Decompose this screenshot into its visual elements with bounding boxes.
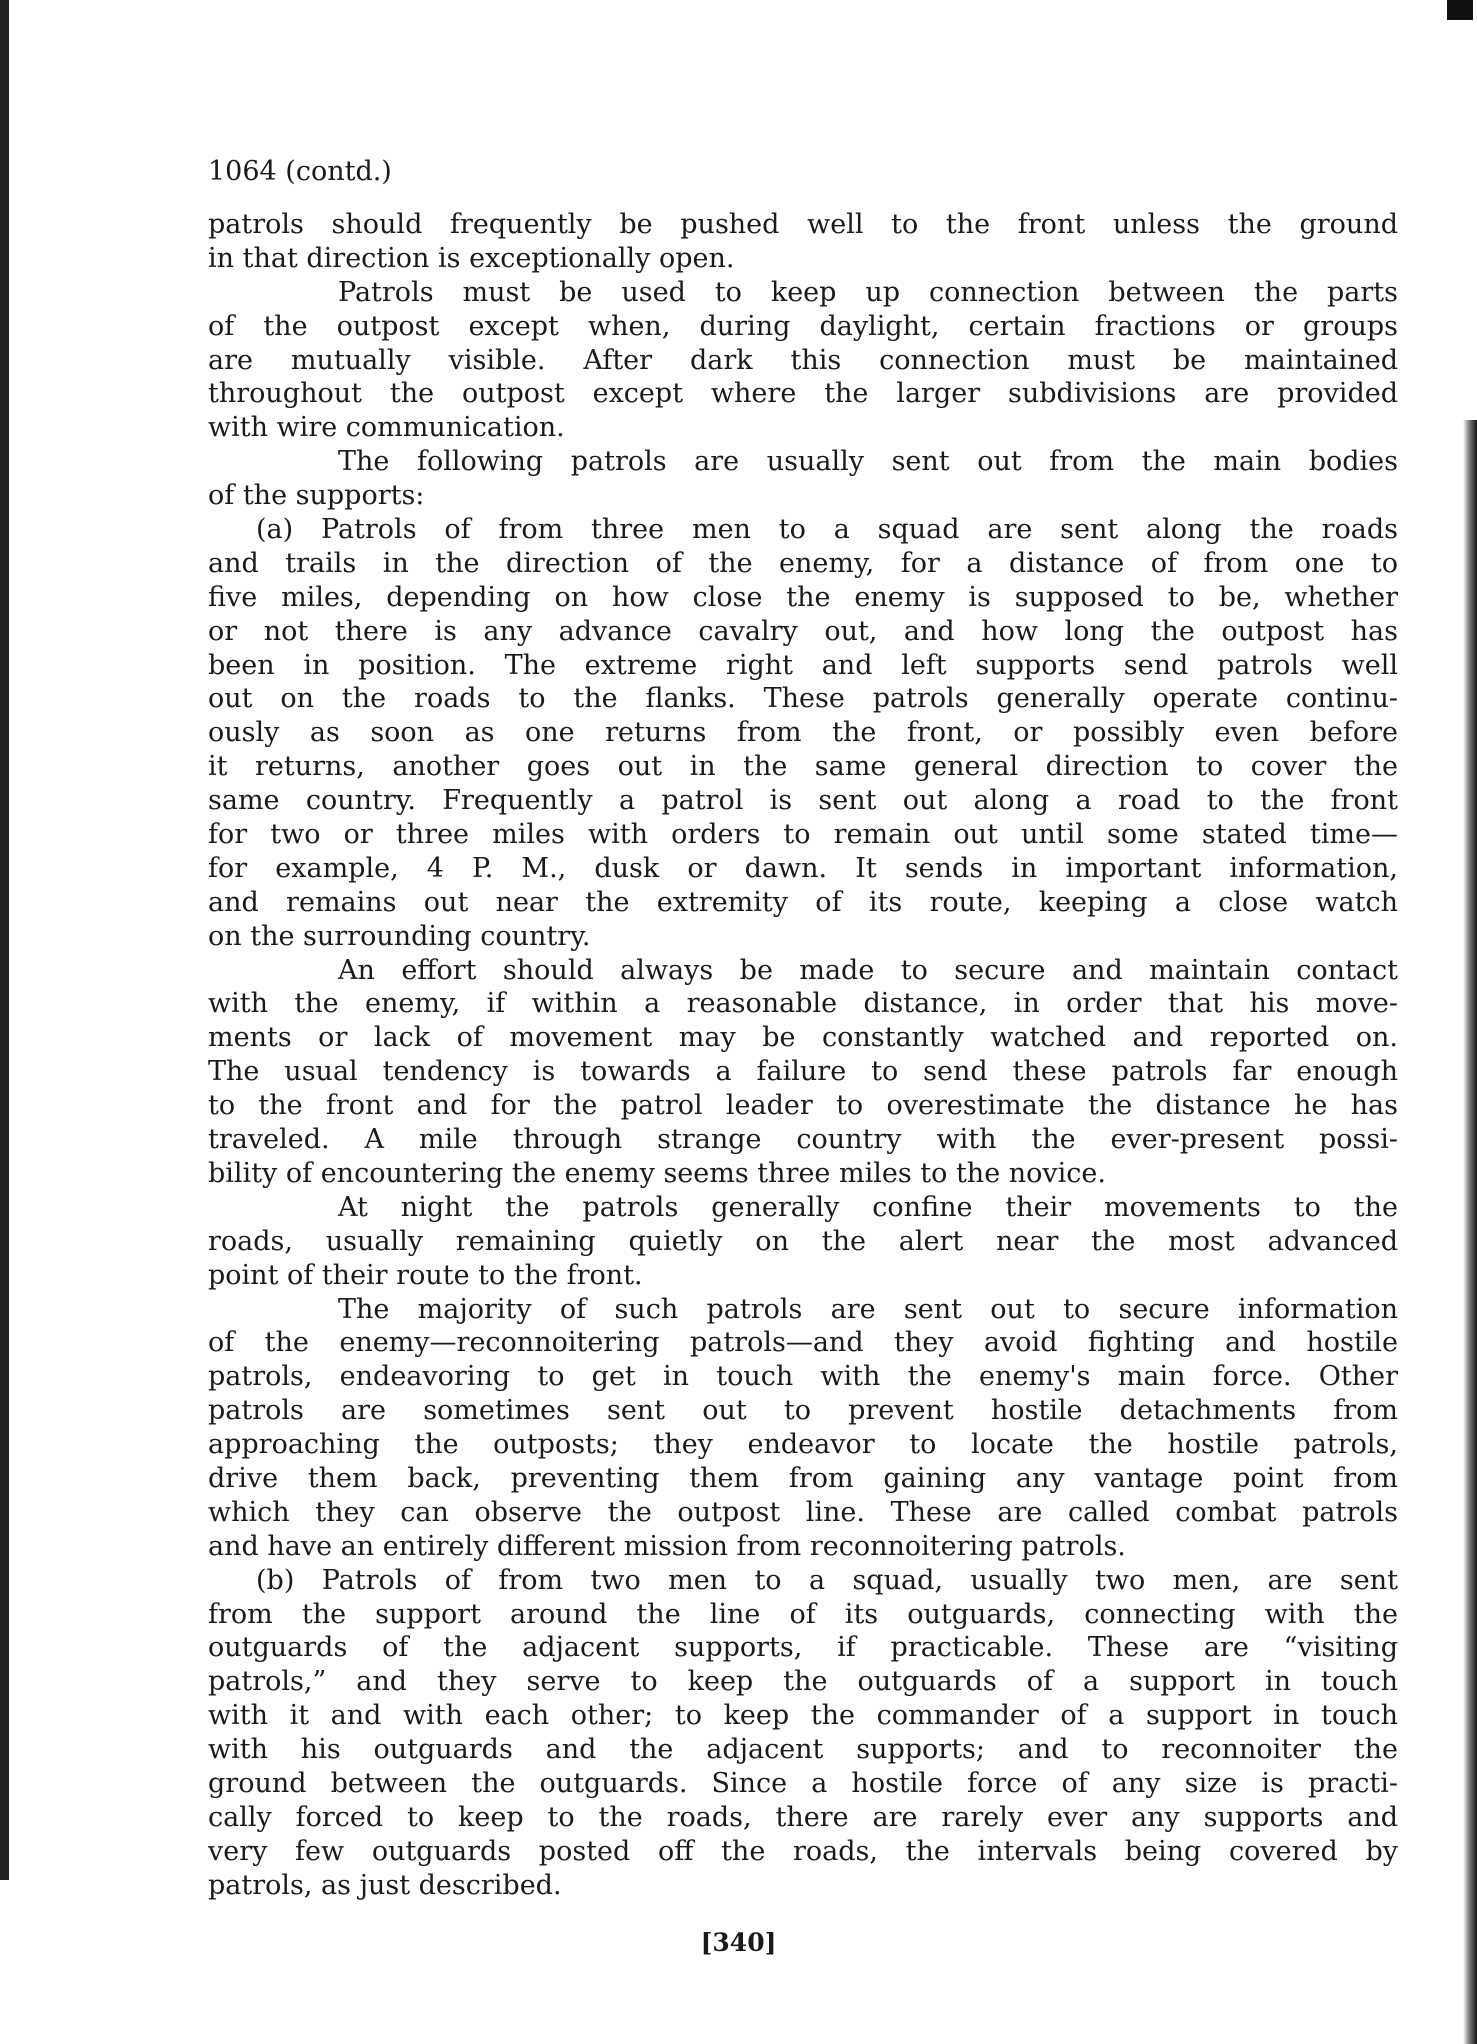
text-line: ground between the outguards. Since a hostile force of any size is practi- (208, 1767, 1398, 1799)
text-line: throughout the outpost except where the larger subdivisions are provided (208, 378, 1398, 410)
text-line: for example, 4 P. M., dusk or dawn. It sends in important information, (208, 852, 1398, 884)
text-line: The following patrols are usually sent out from the main bodies (338, 446, 1398, 478)
text-line: patrols, as just described. (208, 1869, 562, 1901)
text-line: from the support around the line of its outguards, connecting with the (208, 1598, 1398, 1630)
text-line: At night the patrols generally confine their movements to the (338, 1191, 1398, 1223)
text-line: (a) Patrols of from three men to a squad are sent along the roads (256, 514, 1398, 546)
text-line: of the outpost except when, during daylight, certain fractions or groups (208, 310, 1398, 342)
text-line: with wire communication. (208, 412, 565, 444)
text-line: on the surrounding country. (208, 920, 591, 952)
text-line: or not there is any advance cavalry out, and how long the outpost has (208, 615, 1398, 647)
text-line: patrols should frequently be pushed well to the front unless the ground (208, 209, 1398, 240)
text-line: of the enemy—reconnoitering patrols—and they avoid fighting and hostile (208, 1327, 1398, 1359)
text-line: drive them back, preventing them from gaining any vantage point from (208, 1462, 1398, 1494)
text-line: point of their route to the front. (208, 1259, 643, 1291)
text-line: approaching the outposts; they endeavor to locate the hostile patrols, (208, 1429, 1398, 1461)
text-line: to the front and for the patrol leader to overestimate the distance he has (208, 1090, 1398, 1122)
body-text (208, 208, 1398, 1903)
text-line: it returns, another goes out in the same general direction to cover the (208, 751, 1398, 783)
text-line: and trails in the direction of the enemy, for a distance of from one to (208, 547, 1398, 579)
text-line: patrols,” and they serve to keep the outguards of a support in touch (208, 1666, 1398, 1698)
section-heading: 1064 (contd.) (208, 156, 392, 187)
text-line: and have an entirely different mission from reconnoitering patrols. (208, 1530, 1126, 1562)
text-line: of the supports: (208, 480, 425, 512)
text-line: for two or three miles with orders to remain out until some stated time— (208, 819, 1398, 851)
text-line: in that direction is exceptionally open. (208, 242, 735, 274)
text-line: are mutually visible. After dark this connection must be maintained (208, 344, 1398, 376)
text-line: traveled. A mile through strange country with the ever-present possi- (208, 1124, 1398, 1156)
text-line: outguards of the adjacent supports, if practicable. These are “visiting (208, 1632, 1398, 1664)
text-line: ously as soon as one returns from the front, or possibly even before (208, 717, 1398, 749)
text-line: very few outguards posted off the roads, the intervals being covered by (208, 1835, 1398, 1867)
text-line: patrols are sometimes sent out to prevent hostile detachments from (208, 1395, 1398, 1427)
text-line: (b) Patrols of from two men to a squad, usually two men, are sent (256, 1564, 1398, 1596)
text-line: which they can observe the outpost line. These are called combat patrols (208, 1496, 1398, 1528)
text-line: cally forced to keep to the roads, there are rarely ever any supports and (208, 1801, 1398, 1833)
page-number: [340] (700, 1928, 777, 1957)
text-line: and remains out near the extremity of its route, keeping a close watch (208, 886, 1398, 918)
text-line: ments or lack of movement may be constantly watched and reported on. (208, 1022, 1398, 1054)
text-line: five miles, depending on how close the enemy is supposed to be, whether (208, 581, 1398, 613)
text-line: with his outguards and the adjacent supports; and to reconnoiter the (208, 1734, 1398, 1766)
text-line: with the enemy, if within a reasonable distance, in order that his move- (208, 988, 1398, 1020)
text-line: out on the roads to the flanks. These patrols generally operate continu- (208, 683, 1398, 715)
text-line: An effort should always be made to secure and maintain contact (338, 954, 1398, 986)
scan-left-edge (0, 0, 9, 1880)
text-line: The usual tendency is towards a failure to send these patrols far enough (208, 1056, 1398, 1088)
text-line: Patrols must be used to keep up connection between the parts (338, 276, 1398, 308)
text-line: with it and with each other; to keep the commander of a support in touch (208, 1700, 1398, 1732)
scan-corner-mark (1447, 0, 1473, 20)
text-line: bility of encountering the enemy seems three miles to the novice. (208, 1157, 1106, 1189)
scan-right-edge (1463, 420, 1477, 2044)
text-line: been in position. The extreme right and left supports send patrols well (208, 649, 1398, 681)
text-line: patrols, endeavoring to get in touch with the enemy's main force. Other (208, 1361, 1398, 1393)
text-line: The majority of such patrols are sent out to secure information (338, 1293, 1398, 1325)
text-line: roads, usually remaining quietly on the alert near the most advanced (208, 1225, 1398, 1257)
text-line: same country. Frequently a patrol is sent out along a road to the front (208, 785, 1398, 817)
